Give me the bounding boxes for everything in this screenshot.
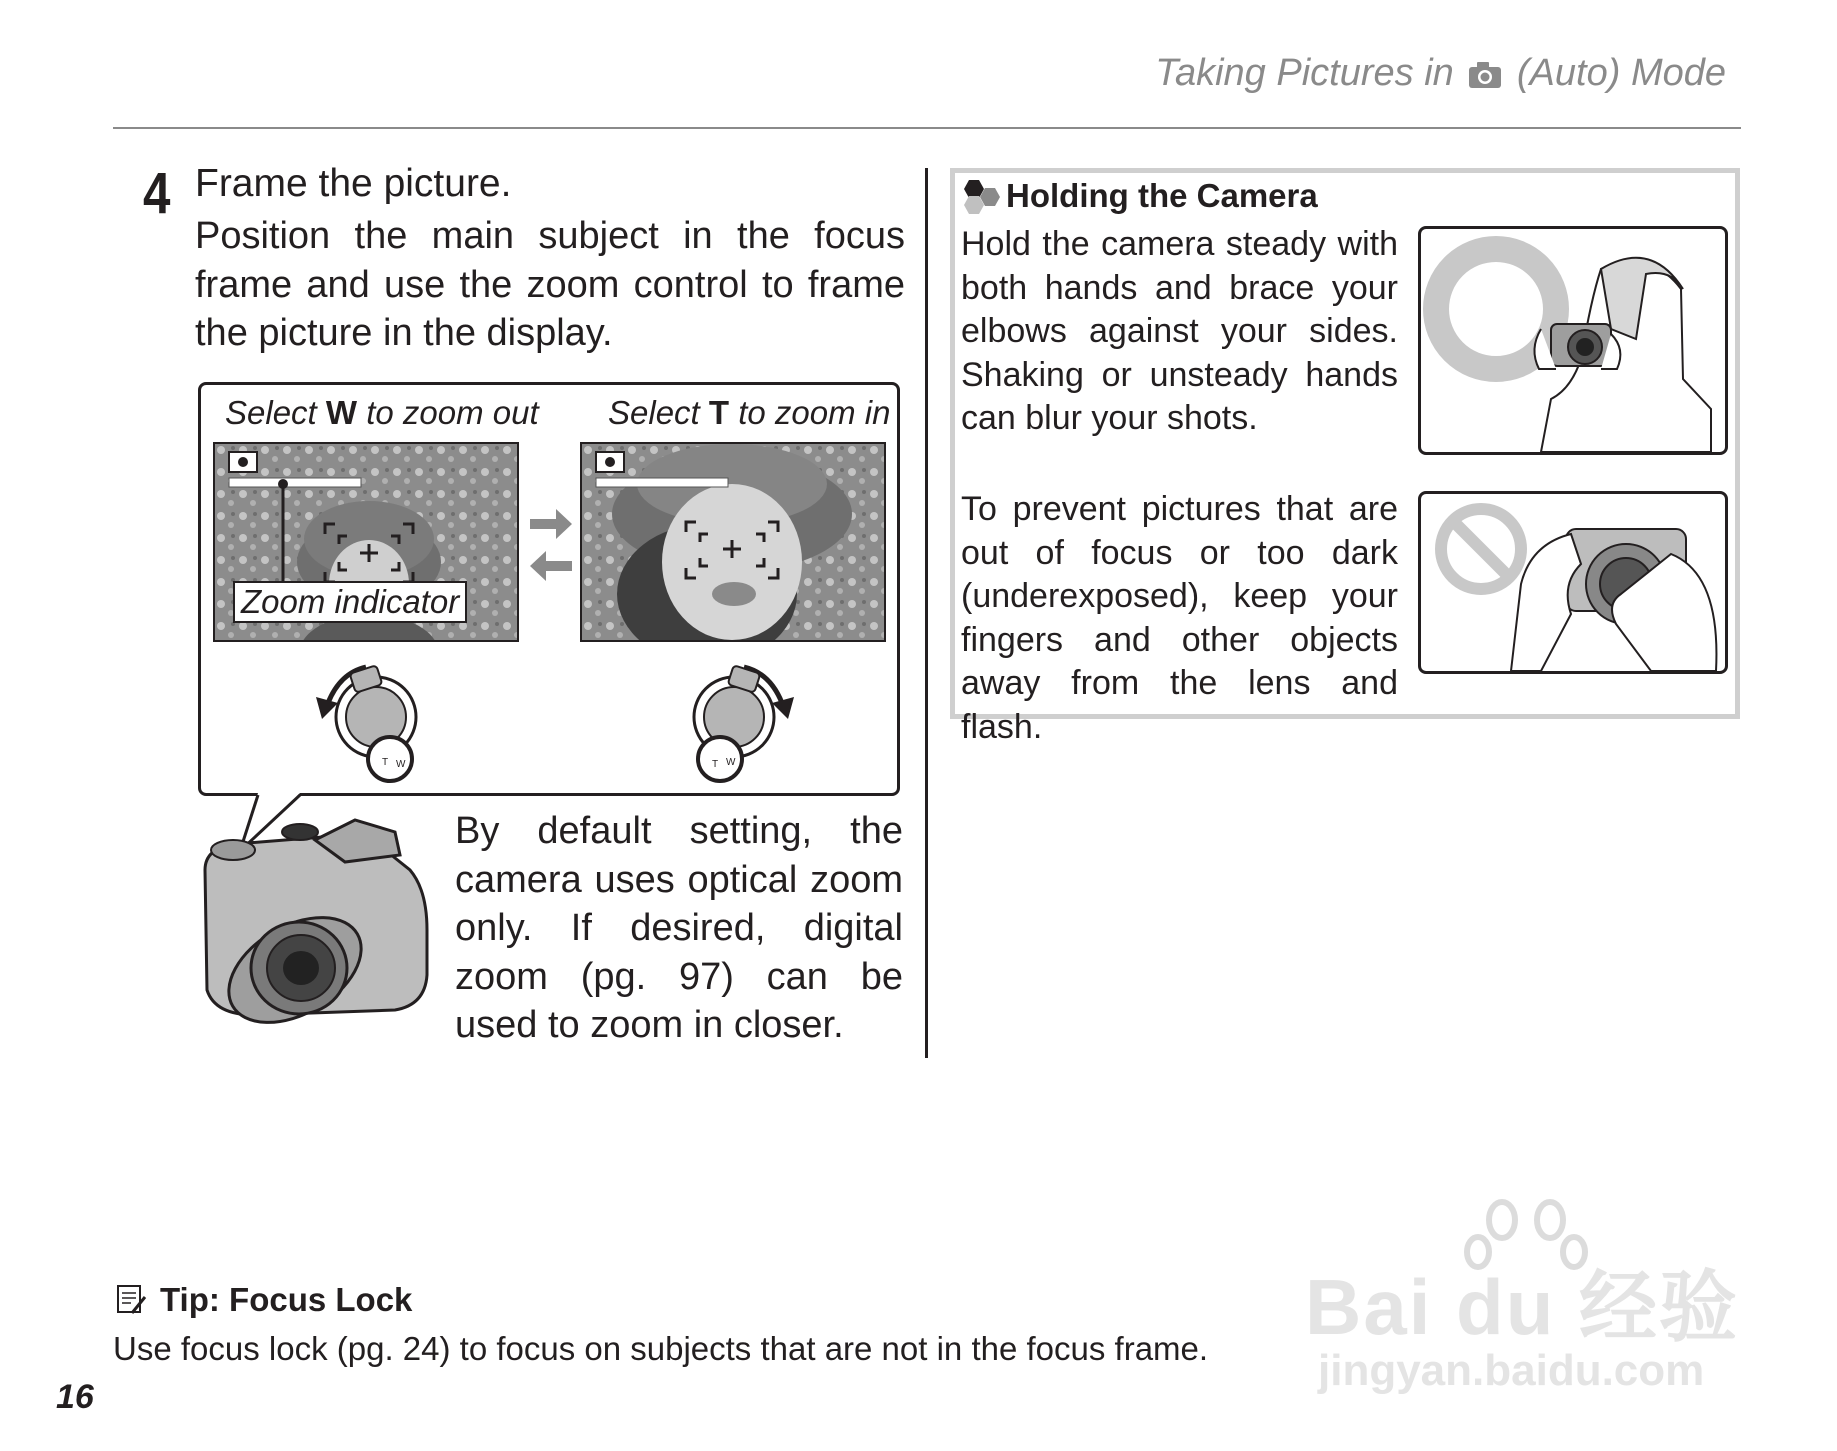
tip-title: Tip: Focus Lock	[160, 1281, 413, 1318]
header-rule	[113, 127, 1741, 129]
zoom-in-caption: Select T to zoom in	[608, 394, 891, 431]
tip-note-icon	[116, 1283, 148, 1315]
step-number: 4	[143, 161, 171, 226]
watermark-logo: Bai du 经验	[1305, 1263, 1740, 1351]
blocked-lens-illustration	[1418, 491, 1728, 674]
step-title: Frame the picture.	[195, 162, 512, 205]
lever-t-label-2: T	[712, 759, 719, 770]
zoom-in-preview	[580, 442, 886, 642]
lever-w-label-2: W	[726, 757, 736, 768]
zoom-lever-wide-icon	[300, 655, 430, 785]
prohibited-icon	[1441, 509, 1521, 589]
zoom-lever-tele-icon	[680, 655, 810, 785]
zoom-out-caption: Select W to zoom out	[225, 394, 539, 431]
correct-grip-image	[1421, 229, 1725, 452]
blocked-lens-image	[1421, 494, 1725, 671]
header-prefix: Taking Pictures in	[1155, 52, 1454, 94]
lever-w-label: W	[396, 759, 406, 770]
digital-zoom-note: By default setting, the camera uses optical zoom only. If desired, digital zoom (pg. 97) can be used to zoom in closer.	[455, 810, 903, 1046]
tip-body: Use focus lock (pg. 24) to focus on subjects that are not in the focus frame.	[113, 1330, 1209, 1367]
page-number: 16	[56, 1378, 94, 1416]
zoomed-in-portrait-image	[582, 444, 886, 642]
step-body: Position the main subject in the focus frame and use the zoom control to frame the picture in the display.	[195, 215, 905, 354]
note-hexagons-icon	[961, 178, 1001, 214]
lever-t-label: T	[382, 757, 389, 768]
sidebar-paragraph-2: To prevent pictures that are out of focus or too dark (underexposed), keep your fingers and other objects away from the lens and flash.	[961, 490, 1398, 746]
column-divider	[925, 168, 928, 1058]
correct-grip-illustration	[1418, 226, 1728, 455]
bridge-camera-illustration	[195, 810, 440, 1025]
running-header	[1155, 52, 1726, 95]
sidebar-title: Holding the Camera	[1006, 177, 1318, 214]
switch-arrows-icon	[528, 505, 574, 585]
header-suffix: (Auto) Mode	[1516, 52, 1726, 94]
camera-icon	[1468, 61, 1502, 89]
watermark-url: jingyan.baidu.com	[1318, 1346, 1705, 1395]
zoom-indicator-callout: Zoom indicator	[233, 581, 467, 623]
sidebar-paragraph-1: Hold the camera steady with both hands and brace your elbows against your sides. Shaking or unsteady hands can blur your shots.	[961, 225, 1398, 437]
